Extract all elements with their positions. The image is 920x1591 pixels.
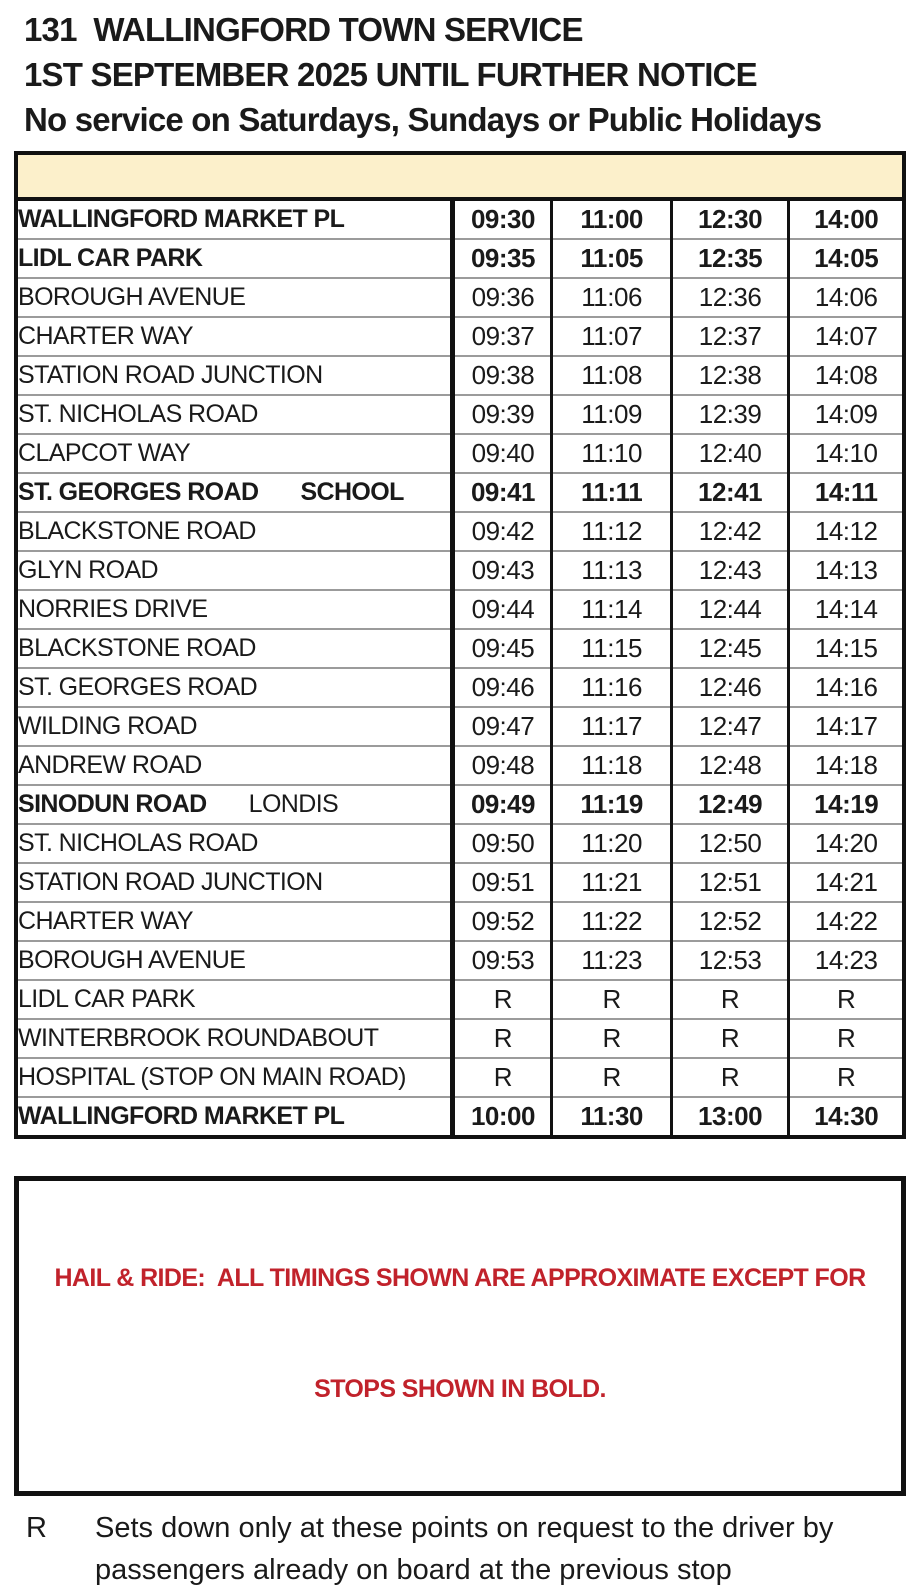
time-cell: 14:20 (789, 824, 902, 863)
stop-name-cell (18, 980, 453, 1019)
time-cell: R (671, 980, 789, 1019)
table-row (18, 278, 902, 317)
route-title: 131 WALLINGFORD TOWN SERVICE (24, 11, 583, 48)
stop-name-cell (18, 239, 453, 278)
time-cell: 09:35 (453, 239, 552, 278)
time-cell: 12:35 (671, 239, 789, 278)
stop-name-cell (18, 668, 453, 707)
table-row (18, 980, 902, 1019)
timetable-table (18, 201, 902, 1135)
table-row (18, 746, 902, 785)
stop-name-cell (18, 512, 453, 551)
table-row (18, 512, 902, 551)
time-cell: 14:00 (789, 201, 902, 239)
stop-name-cell (18, 1097, 453, 1135)
time-cell: 14:23 (789, 941, 902, 980)
time-cell: 11:10 (552, 434, 671, 473)
time-cell: 09:41 (453, 473, 552, 512)
time-cell: 14:08 (789, 356, 902, 395)
time-cell: R (453, 980, 552, 1019)
stop-name-cell (18, 395, 453, 434)
r-footnote-line1: Sets down only at these points on request to the driver by (95, 1512, 834, 1544)
stop-name: CHARTER WAY (18, 322, 193, 350)
time-cell: 11:21 (552, 863, 671, 902)
time-cell: 12:30 (671, 201, 789, 239)
time-cell: R (789, 1019, 902, 1058)
stop-name: BLACKSTONE ROAD (18, 634, 256, 662)
table-row (18, 239, 902, 278)
time-cell: 12:43 (671, 551, 789, 590)
time-cell: R (789, 1058, 902, 1097)
time-cell: 12:53 (671, 941, 789, 980)
time-cell: 09:39 (453, 395, 552, 434)
stop-name-cell (18, 1058, 453, 1097)
stop-name-cell (18, 707, 453, 746)
stop-name: CLAPCOT WAY (18, 439, 191, 467)
time-cell: 14:16 (789, 668, 902, 707)
table-row (18, 317, 902, 356)
time-cell: 12:41 (671, 473, 789, 512)
table-row (18, 863, 902, 902)
stop-name: BLACKSTONE ROAD (18, 517, 256, 545)
time-cell: R (552, 1019, 671, 1058)
table-row (18, 473, 902, 512)
hail-and-ride-line2: STOPS SHOWN IN BOLD. (314, 1375, 606, 1403)
time-cell: 14:21 (789, 863, 902, 902)
stop-name-cell (18, 824, 453, 863)
time-cell: 10:00 (453, 1097, 552, 1135)
stop-name-cell (18, 863, 453, 902)
r-symbol: R (26, 1512, 47, 1544)
stop-name: SINODUN ROAD (18, 790, 207, 818)
timetable-body (18, 201, 902, 1135)
time-cell: 14:30 (814, 1101, 879, 1131)
time-cell: 14:06 (789, 278, 902, 317)
time-cell: 12:38 (671, 356, 789, 395)
stop-name: STATION ROAD JUNCTION (18, 361, 323, 389)
time-cell: 14:18 (789, 746, 902, 785)
time-cell: 09:52 (453, 902, 552, 941)
table-row (18, 785, 902, 824)
page-header (24, 7, 910, 142)
time-cell: 12:39 (671, 395, 789, 434)
table-row (18, 1019, 902, 1058)
time-cell: 09:38 (453, 356, 552, 395)
stop-name: GLYN ROAD (18, 556, 158, 584)
time-cell: 09:36 (453, 278, 552, 317)
table-row (18, 434, 902, 473)
time-cell: 14:12 (789, 512, 902, 551)
time-cell: 11:14 (552, 590, 671, 629)
time-cell: R (789, 980, 902, 1019)
hail-and-ride-notice (14, 1176, 906, 1496)
stop-name-cell (18, 590, 453, 629)
time-cell: 11:16 (552, 668, 671, 707)
time-cell: 11:08 (552, 356, 671, 395)
time-cell: 09:51 (453, 863, 552, 902)
time-cell: 14:17 (789, 707, 902, 746)
table-row (18, 1058, 902, 1097)
stop-name-cell (18, 746, 453, 785)
time-cell: R (552, 1058, 671, 1097)
table-row (18, 356, 902, 395)
time-cell: 11:05 (552, 239, 671, 278)
time-cell: 14:13 (789, 551, 902, 590)
time-cell: 11:22 (552, 902, 671, 941)
time-cell: 14:15 (789, 629, 902, 668)
time-cell: 11:23 (552, 941, 671, 980)
table-row (18, 201, 902, 239)
time-cell: 12:46 (671, 668, 789, 707)
time-cell: 09:43 (453, 551, 552, 590)
time-cell: 09:30 (453, 201, 552, 239)
time-cell: 09:46 (453, 668, 552, 707)
time-cell: 12:37 (671, 317, 789, 356)
stop-name: WALLINGFORD MARKET PL (18, 1102, 345, 1130)
table-row (18, 629, 902, 668)
stop-name: ST. GEORGES ROAD (18, 673, 258, 701)
time-cell: 14:14 (789, 590, 902, 629)
time-cell: R (671, 1019, 789, 1058)
stop-name: WILDING ROAD (18, 712, 197, 740)
stop-name: ST. NICHOLAS ROAD (18, 829, 258, 857)
table-row (18, 395, 902, 434)
r-footnote-line2: passengers already on board at the previous stop (95, 1554, 732, 1586)
stop-name: WINTERBROOK ROUNDABOUT (18, 1024, 379, 1052)
time-cell: 09:42 (453, 512, 552, 551)
time-cell: 11:15 (552, 629, 671, 668)
time-cell: 11:07 (552, 317, 671, 356)
time-cell: 14:07 (789, 317, 902, 356)
stop-name-cell (18, 201, 453, 239)
stop-name: ST. GEORGES ROAD (18, 478, 259, 506)
r-footnote-text (95, 1507, 900, 1591)
stop-name-suffix: SCHOOL (300, 478, 404, 506)
time-cell: 11:13 (552, 551, 671, 590)
time-cell: 12:45 (671, 629, 789, 668)
stop-name: BOROUGH AVENUE (18, 946, 246, 974)
time-cell: 14:22 (789, 902, 902, 941)
table-row (18, 668, 902, 707)
stop-name: LIDL CAR PARK (18, 244, 203, 272)
time-cell: 12:48 (671, 746, 789, 785)
time-cell: R (453, 1058, 552, 1097)
stop-name-cell (18, 278, 453, 317)
time-cell: 12:44 (671, 590, 789, 629)
table-row (18, 551, 902, 590)
stop-name-suffix: LONDIS (248, 790, 339, 818)
time-cell: 14:09 (789, 395, 902, 434)
time-cell: 11:30 (552, 1097, 671, 1135)
stop-name-cell (18, 902, 453, 941)
hail-and-ride-line1: HAIL & RIDE: ALL TIMINGS SHOWN ARE APPROXIMATE EXCEPT FOR (54, 1264, 866, 1292)
timetable (14, 151, 906, 1139)
stop-name-cell (18, 317, 453, 356)
time-cell: 12:50 (671, 824, 789, 863)
stop-name-cell (18, 434, 453, 473)
time-cell: R (453, 1019, 552, 1058)
time-cell: 09:44 (453, 590, 552, 629)
time-cell: R (552, 980, 671, 1019)
table-row (18, 1097, 902, 1135)
time-cell: R (671, 1058, 789, 1097)
time-cell: 12:52 (671, 902, 789, 941)
validity-title: 1ST SEPTEMBER 2025 UNTIL FURTHER NOTICE (24, 56, 757, 93)
time-cell: 12:47 (671, 707, 789, 746)
no-service-note: No service on Saturdays, Sundays or Public Holidays (24, 101, 822, 138)
stop-name: ANDREW ROAD (18, 751, 202, 779)
stop-name: BOROUGH AVENUE (18, 283, 246, 311)
table-row (18, 941, 902, 980)
time-cell: 12:49 (671, 785, 789, 824)
stop-name: LIDL CAR PARK (18, 985, 195, 1013)
time-cell: 11:17 (552, 707, 671, 746)
stop-name-cell (18, 356, 453, 395)
time-cell: 11:12 (552, 512, 671, 551)
time-cell: 14:19 (789, 785, 902, 824)
time-cell: 11:11 (552, 473, 671, 512)
table-row (18, 902, 902, 941)
stop-name: CHARTER WAY (18, 907, 193, 935)
table-row (18, 707, 902, 746)
stop-name: WALLINGFORD MARKET PL (18, 205, 345, 233)
time-cell: 13:00 (671, 1097, 789, 1135)
time-cell: 14:11 (789, 473, 902, 512)
time-cell: 09:53 (453, 941, 552, 980)
stop-name: NORRIES DRIVE (18, 595, 208, 623)
stop-name-cell (18, 785, 453, 824)
stop-name: ST. NICHOLAS ROAD (18, 400, 258, 428)
time-cell: 09:47 (453, 707, 552, 746)
time-cell: 11:06 (552, 278, 671, 317)
stop-name: HOSPITAL (STOP ON MAIN ROAD) (18, 1063, 406, 1091)
time-cell: 11:09 (552, 395, 671, 434)
time-cell: 14:10 (789, 434, 902, 473)
time-cell: 12:36 (671, 278, 789, 317)
time-cell: 09:37 (453, 317, 552, 356)
stop-name-cell (18, 941, 453, 980)
stop-name-cell (18, 629, 453, 668)
time-cell: 09:48 (453, 746, 552, 785)
table-row (18, 590, 902, 629)
time-cell: 11:19 (552, 785, 671, 824)
time-cell: 11:00 (552, 201, 671, 239)
stop-name-cell (18, 1019, 453, 1058)
time-cell: 09:49 (453, 785, 552, 824)
stop-name-cell (18, 473, 453, 512)
time-cell: 11:18 (552, 746, 671, 785)
time-cell: 11:20 (552, 824, 671, 863)
stop-name: STATION ROAD JUNCTION (18, 868, 323, 896)
time-cell: 09:45 (453, 629, 552, 668)
time-cell: 14:05 (789, 239, 902, 278)
timetable-header-band (18, 155, 902, 201)
time-cell: 09:50 (453, 824, 552, 863)
table-row (18, 824, 902, 863)
time-cell: 12:51 (671, 863, 789, 902)
time-cell: 12:42 (671, 512, 789, 551)
stop-name-cell (18, 551, 453, 590)
request-stop-footnote (26, 1507, 900, 1591)
time-cell: 09:40 (453, 434, 552, 473)
time-cell: 12:40 (671, 434, 789, 473)
